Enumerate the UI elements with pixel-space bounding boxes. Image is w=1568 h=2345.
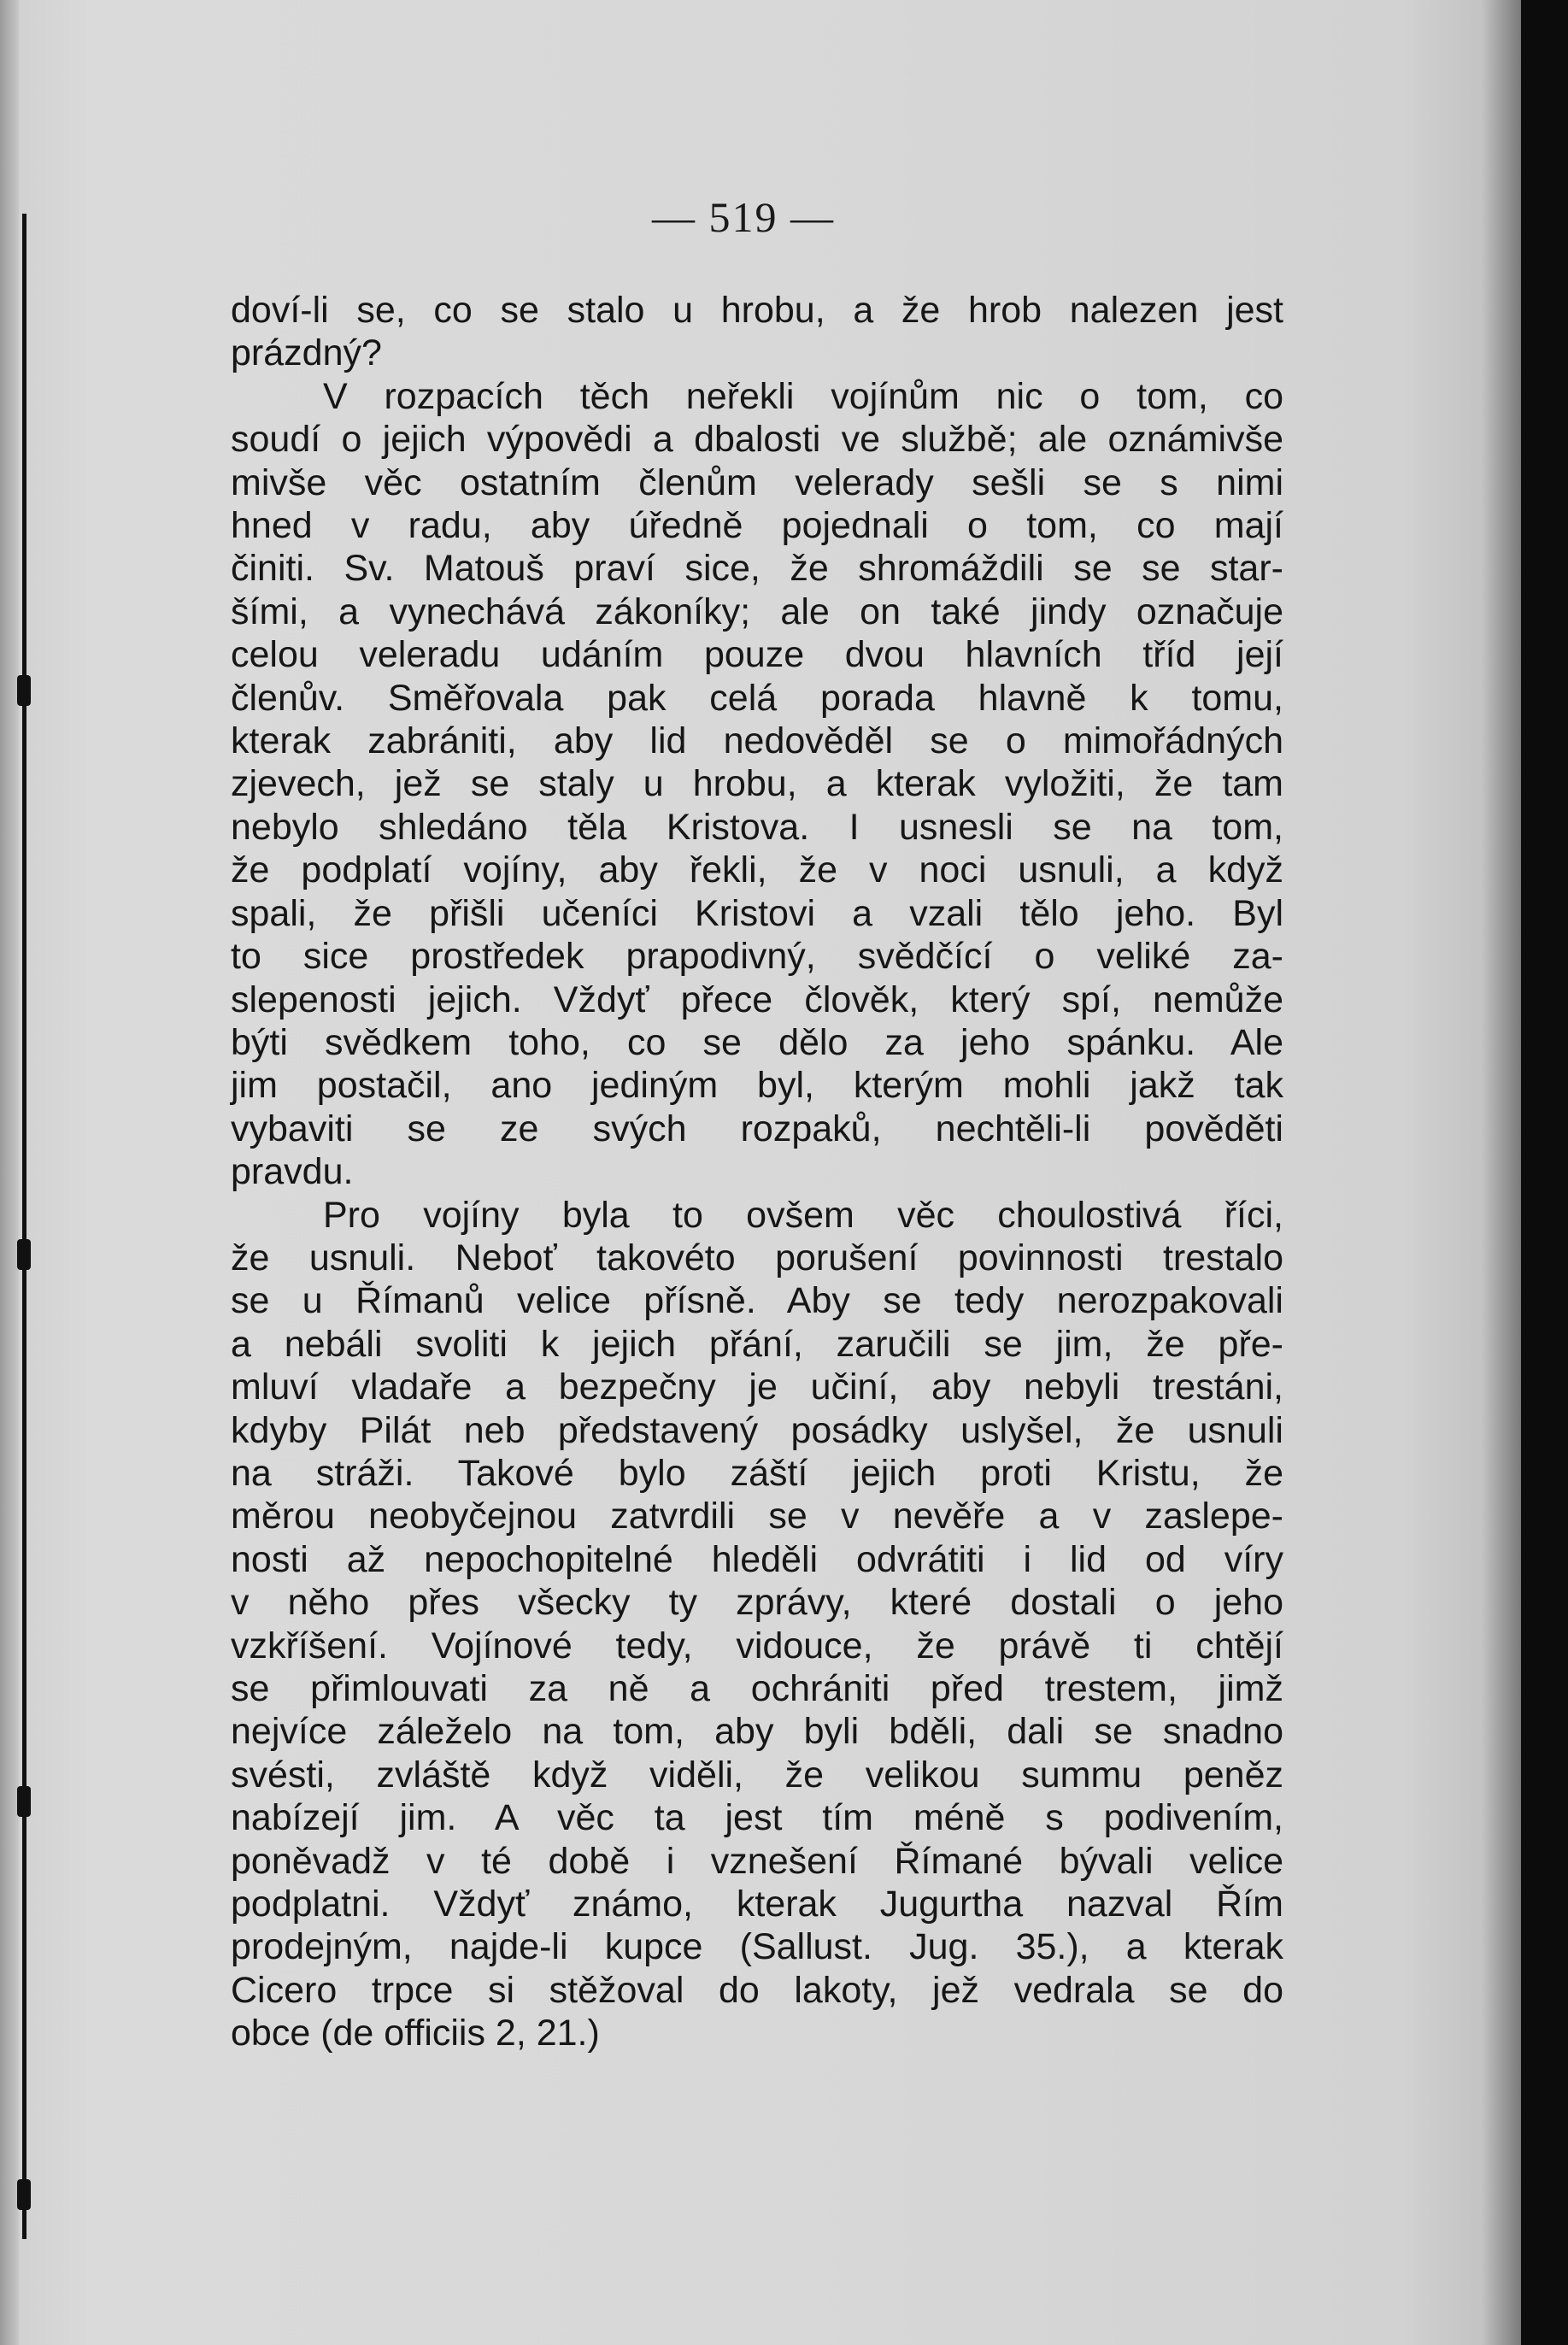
text-line: celou veleradu udáním pouze dvou hlavních tříd její [231, 634, 1283, 676]
text-line: to sice prostředek prapodivný, svědčící o veliké za- [231, 936, 1283, 978]
text-line: zjevech, jež se staly u hrobu, a kterak vyložiti, že tam [231, 763, 1283, 805]
text-line: kdyby Pilát neb představený posádky uslyšel, že usnuli [231, 1409, 1283, 1451]
text-line: doví-li se, co se stalo u hrobu, a že hrob nalezen jest [231, 290, 1283, 331]
text-line: členův. Směřovala pak celá porada hlavně k tomu, [231, 677, 1283, 719]
text-line: nabízejí jim. A věc ta jest tím méně s podivením, [231, 1797, 1283, 1839]
text-line: hned v radu, aby úředně pojednali o tom, co mají [231, 505, 1283, 547]
text-line: se přimlouvati za ně a ochrániti před trestem, jimž [231, 1668, 1283, 1709]
text-line: prázdný? [231, 332, 382, 374]
text-line: mivše věc ostatním členům velerady sešli se s nimi [231, 461, 1283, 503]
text-line: Pro vojíny byla to ovšem věc choulostivá říci, [323, 1194, 1283, 1236]
binding-mark [17, 2179, 31, 2210]
binding-mark [17, 1239, 31, 1270]
binding-line [22, 214, 26, 2239]
text-line: Cicero trpce si stěžoval do lakoty, jež vedrala se do [231, 1969, 1283, 2011]
text-line: na stráži. Takové bylo záští jejich proti Kristu, že [231, 1452, 1283, 1494]
text-line: prodejným, najde-li kupce (Sallust. Jug. 35.), a kterak [231, 1926, 1283, 1968]
text-line: šími, a vynechává zákoníky; ale on také jindy označuje [231, 591, 1283, 632]
text-line: býti svědkem toho, co se dělo za jeho spánku. Ale [231, 1021, 1283, 1063]
text-line: vzkříšení. Vojínové tedy, vidouce, že právě ti chtějí [231, 1625, 1283, 1666]
text-line: spali, že přišli učeníci Kristovi a vzali tělo jeho. Byl [231, 892, 1283, 934]
text-line: svésti, zvláště když viděli, že velikou summu peněz [231, 1754, 1283, 1795]
text-line: mluví vladaře a bezpečny je učiní, aby nebyli trestáni, [231, 1366, 1283, 1408]
binding-mark [17, 675, 31, 706]
text-line: v něho přes všecky ty zprávy, které dostali o jeho [231, 1582, 1283, 1624]
body-text [231, 289, 1283, 2055]
text-line: jim postačil, ano jediným byl, kterým mohli jakž tak [231, 1065, 1283, 1107]
text-line: že podplatí vojíny, aby řekli, že v noci usnuli, a když [231, 849, 1283, 891]
text-line: se u Římanů velice přísně. Aby se tedy nerozpakovali [231, 1280, 1283, 1322]
text-line: nosti až nepochopitelné hleděli odvrátiti i lid od víry [231, 1538, 1283, 1580]
page-edge-shadow [1482, 0, 1521, 2345]
text-line: nejvíce záleželo na tom, aby byli bděli, dali se snadno [231, 1711, 1283, 1753]
page-number: — 519 — [652, 193, 835, 241]
text-line: poněvadž v té době i vznešení Římané bývali velice [231, 1840, 1283, 1882]
text-line: měrou neobyčejnou zatvrdili se v nevěře a v zaslepe- [231, 1496, 1283, 1537]
text-line: slepenosti jejich. Vždyť přece člověk, který spí, nemůže [231, 979, 1283, 1020]
text-line: a nebáli svoliti k jejich přání, zaručili se jim, že pře- [231, 1323, 1283, 1365]
text-line: činiti. Sv. Matouš praví sice, že shromáždili se se star- [231, 548, 1283, 590]
text-line: kterak zabrániti, aby lid nedověděl se o mimořádných [231, 720, 1283, 762]
text-line: obce (de officiis 2, 21.) [231, 2013, 600, 2054]
text-line: že usnuli. Neboť takovéto porušení povinnosti trestalo [231, 1237, 1283, 1278]
text-line: V rozpacích těch neřekli vojínům nic o tom, co [323, 375, 1283, 417]
text-line: nebylo shledáno těla Kristova. I usnesli se na tom, [231, 806, 1283, 848]
binding-edge [0, 0, 19, 2345]
binding-mark [17, 1786, 31, 1817]
text-line: podplatni. Vždyť známo, kterak Jugurtha nazval Řím [231, 1884, 1283, 1925]
text-line: vybaviti se ze svých rozpaků, nechtěli-li pověděti [231, 1108, 1283, 1149]
text-line: soudí o jejich výpovědi a dbalosti ve službě; ale oznámivše [231, 419, 1283, 461]
text-line: pravdu. [231, 1151, 354, 1193]
